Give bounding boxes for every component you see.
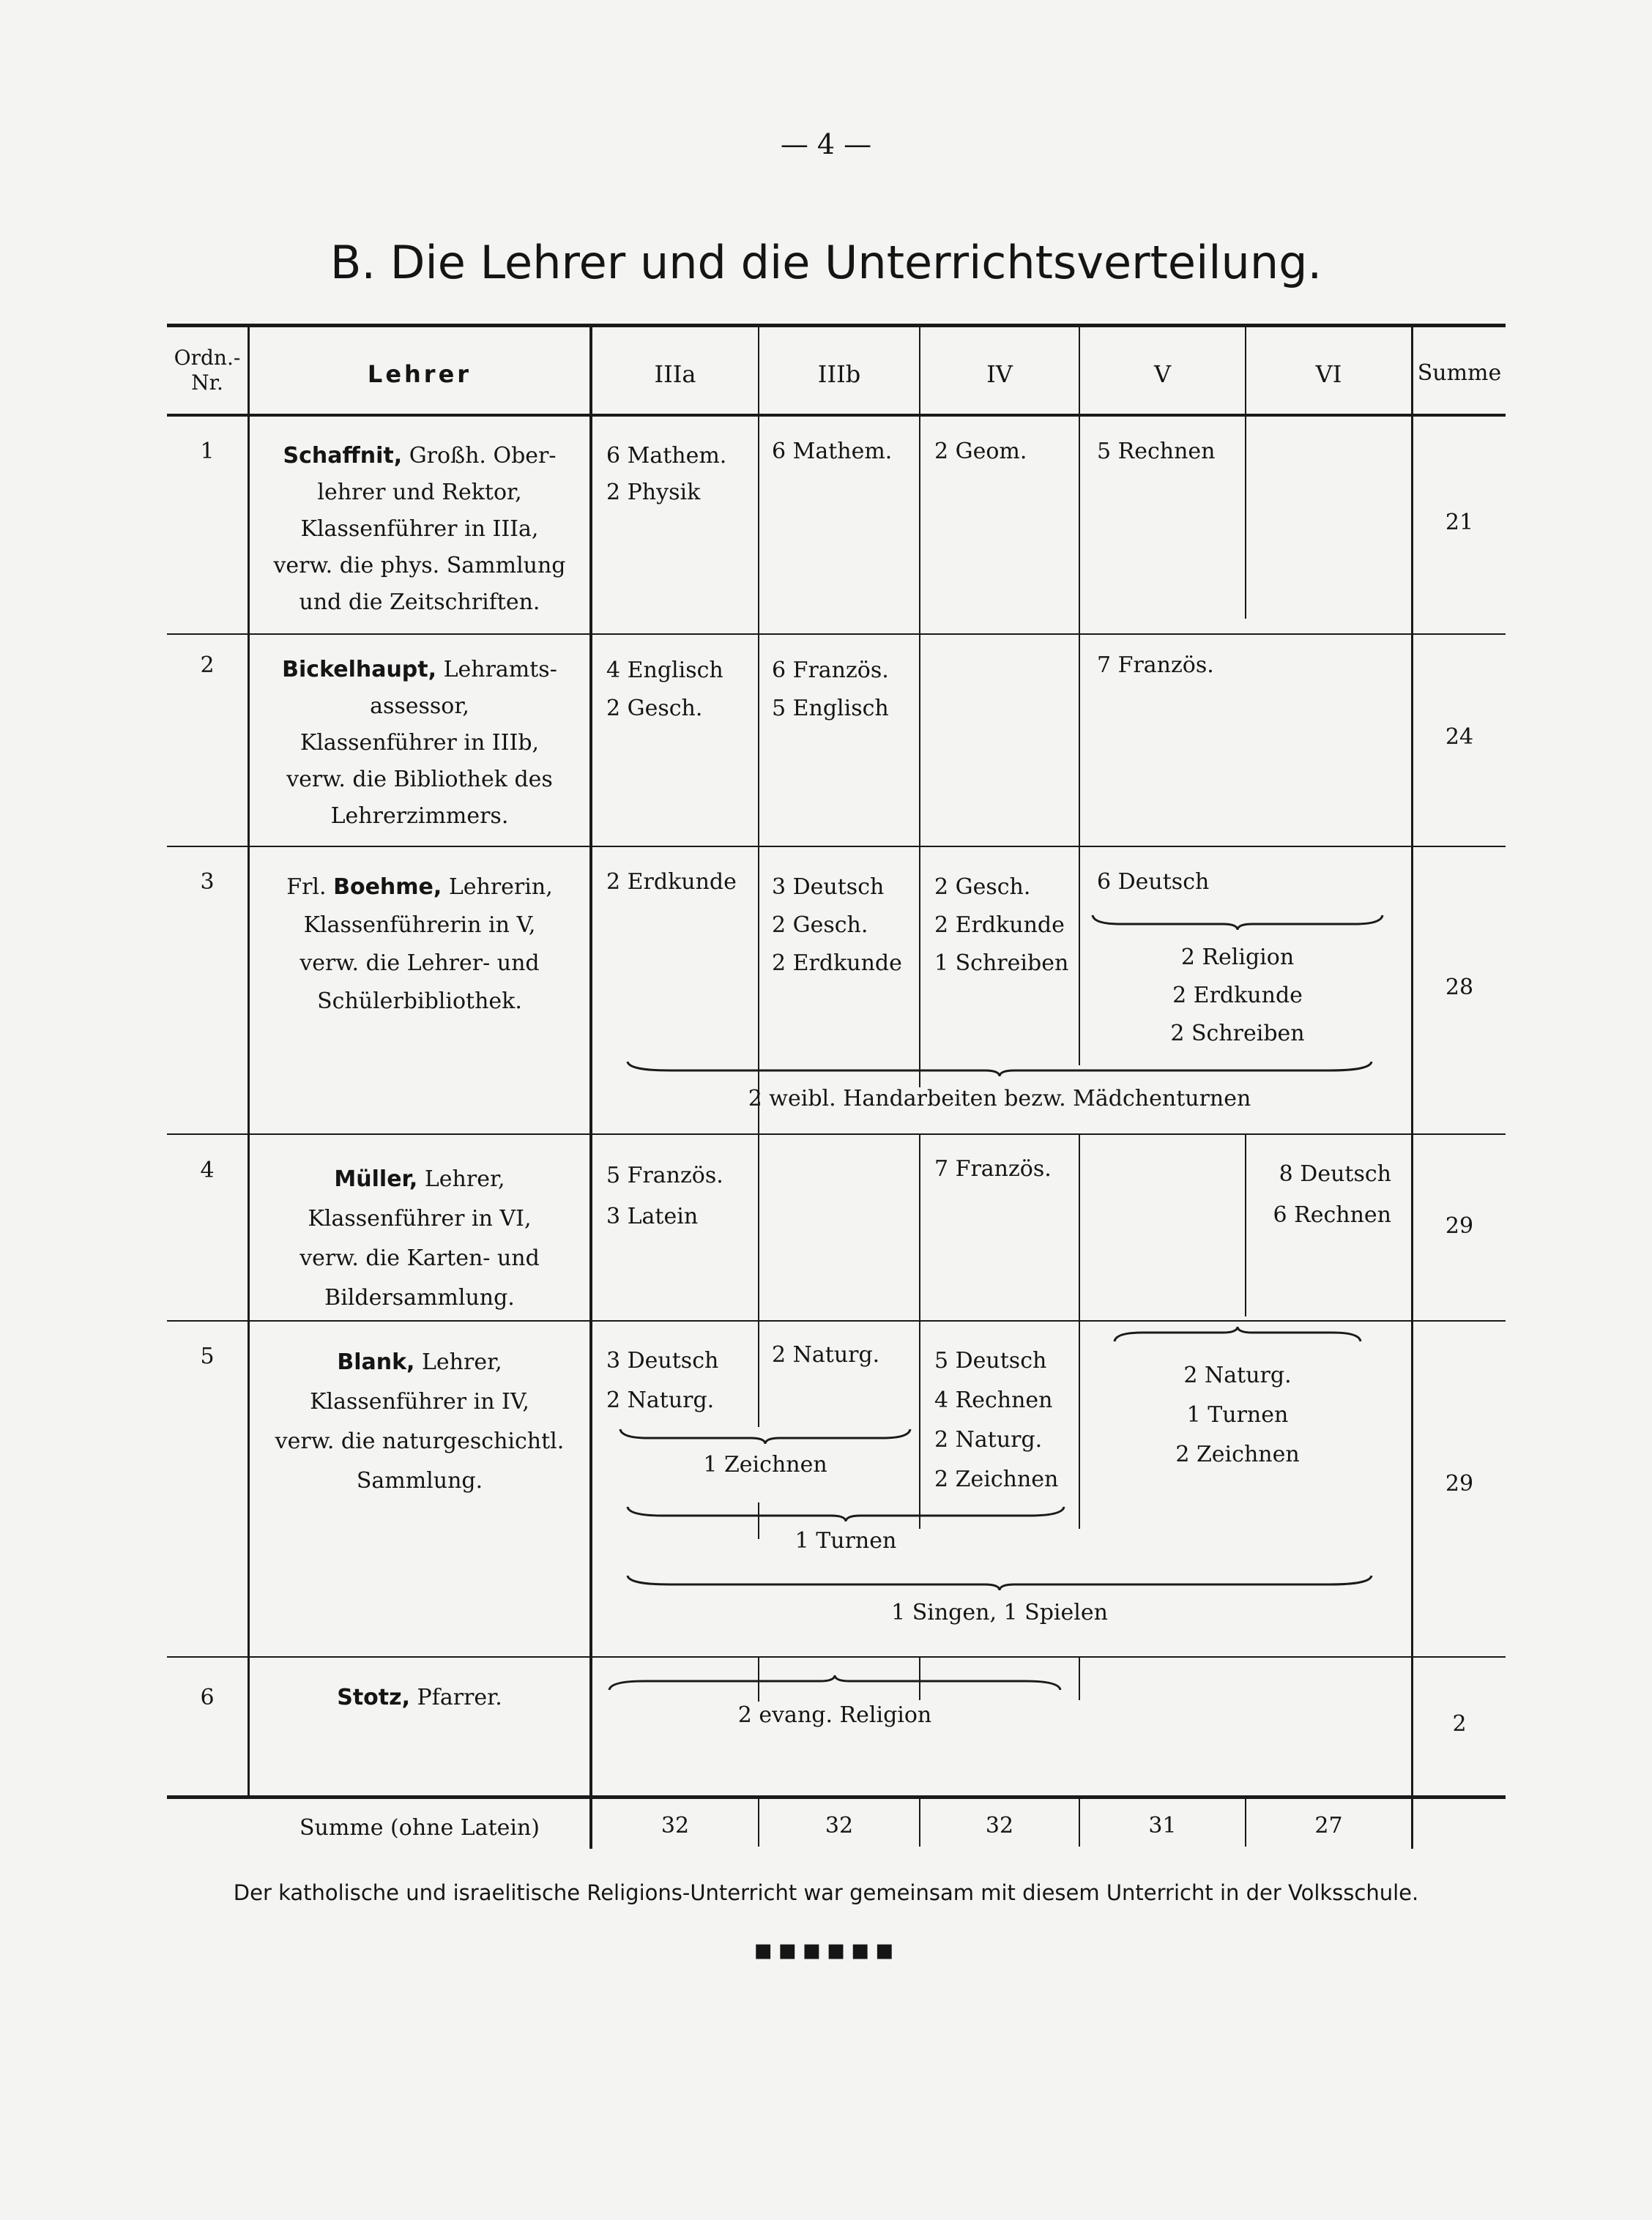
teacher-desc-line: und die Zeitschriften. <box>299 589 540 615</box>
cell-summe: 2 <box>1452 1711 1467 1737</box>
teacher-title: Pfarrer. <box>417 1685 502 1710</box>
teacher-cell <box>250 438 589 621</box>
lesson: 4 Englisch <box>606 658 723 683</box>
cell-IIIa <box>606 652 723 728</box>
lesson: 2 Erdkunde <box>934 912 1065 938</box>
lesson: 3 Deutsch <box>772 874 885 900</box>
cell-IV <box>934 1341 1058 1500</box>
lesson: 2 Physik <box>606 480 701 505</box>
col-header-ordn <box>167 346 248 395</box>
lesson: 2 Gesch. <box>606 696 703 721</box>
cell-shared: 2 evang. Religion <box>737 1702 932 1728</box>
teacher-name: Blank, <box>337 1349 415 1375</box>
teacher-desc-line: Bildersammlung. <box>324 1285 515 1311</box>
teacher-header <box>250 1343 589 1382</box>
teacher-header <box>250 1160 589 1199</box>
row-divider <box>167 1320 1506 1322</box>
teacher-name: Stotz, <box>337 1685 410 1710</box>
cell-summe: 28 <box>1445 975 1474 1000</box>
cell-V-VI <box>1091 939 1384 1053</box>
cell-IV: 7 Französ. <box>934 1156 1052 1182</box>
row-divider <box>167 1133 1506 1135</box>
col-rule-VI <box>1411 326 1413 1849</box>
col-header-lehrer: Lehrer <box>367 360 472 388</box>
col-header-summe: Summe <box>1417 360 1502 386</box>
teacher-desc-line: Lehrerzimmers. <box>330 803 509 829</box>
teacher-desc-line: Sammlung. <box>356 1468 483 1494</box>
lesson: 2 Religion <box>1180 945 1295 970</box>
cell-summe: 29 <box>1445 1471 1474 1497</box>
col-rule-IV-c <box>1079 1656 1080 1700</box>
teacher-desc-line: Klassenführer in VI, <box>308 1206 532 1232</box>
col-rule-IIIa <box>758 326 759 1427</box>
lesson: 2 Naturg. <box>606 1388 715 1413</box>
lesson: 3 Latein <box>606 1204 699 1229</box>
cell-VI <box>1260 1154 1391 1236</box>
teacher-cell <box>250 1343 589 1501</box>
teacher-header <box>250 438 589 474</box>
teacher-desc-line: verw. die Karten- und <box>299 1245 540 1271</box>
col-rule-IIIb <box>919 326 920 1087</box>
table-top-rule <box>167 324 1506 327</box>
page-number: — 4 — <box>780 128 872 160</box>
page-title: B. Die Lehrer und die Unterrichtsverteilung. <box>330 236 1322 289</box>
cell-shared: 2 weibl. Handarbeiten bezw. Mädchenturnen <box>748 1086 1251 1111</box>
col-header-IIIa: IIIa <box>654 360 696 388</box>
teacher-desc-line: verw. die Lehrer- und <box>299 950 540 976</box>
cell-IIIb <box>772 652 889 728</box>
cell-IIIa: 2 Erdkunde <box>606 869 737 895</box>
lesson: 2 Naturg. <box>1183 1363 1292 1388</box>
row-number: 3 <box>200 869 215 895</box>
teacher-desc-line: verw. die Bibliothek des <box>286 767 553 792</box>
footnote: Der katholische und israelitische Religions-Unterricht war gemeinsam mit diesem Unterricht in der Volksschule. <box>233 1880 1419 1905</box>
lesson: 5 Deutsch <box>934 1348 1047 1374</box>
teacher-title: Lehrer, <box>424 1166 505 1192</box>
teacher-desc-line: Klassenführer in IV, <box>310 1389 529 1415</box>
header-bottom-rule <box>167 414 1506 417</box>
cell-IIIa <box>606 1341 718 1420</box>
teacher-header <box>250 868 589 906</box>
lesson: 8 Deutsch <box>1279 1161 1391 1187</box>
total-IIIb: 32 <box>825 1813 854 1839</box>
cell-IV: 2 Geom. <box>934 439 1027 464</box>
cell-summe: 29 <box>1445 1213 1474 1239</box>
teacher-desc-line: lehrer und Rektor, <box>317 480 522 505</box>
lesson: 1 Schreiben <box>934 950 1069 976</box>
cell-IIIa-IV: 1 Turnen <box>795 1528 897 1554</box>
cell-IIIa-IIIb: 1 Zeichnen <box>703 1452 827 1478</box>
lesson: 6 Rechnen <box>1273 1202 1391 1228</box>
row-number: 4 <box>200 1158 215 1183</box>
cell-IIIb: 6 Mathem. <box>772 439 893 464</box>
col-header-ordn-2: Nr. <box>191 370 223 395</box>
col-rule-lehrer <box>589 326 592 1849</box>
totals-label: Summe (ohne Latein) <box>299 1815 540 1841</box>
ornament: ▪▪▪▪▪▪ <box>753 1933 899 1967</box>
brace-IIIa-IV <box>626 1505 1065 1521</box>
cell-IV <box>934 868 1068 983</box>
lesson: 2 Zeichnen <box>934 1467 1059 1492</box>
col-rule-IV <box>1079 326 1080 1065</box>
lesson: 3 Deutsch <box>606 1348 719 1374</box>
cell-V: 7 Französ. <box>1097 652 1214 678</box>
teacher-desc-line: Schülerbibliothek. <box>317 988 522 1014</box>
teacher-desc-line: assessor, <box>370 693 469 719</box>
row-divider <box>167 846 1506 847</box>
lesson: 6 Mathem. <box>606 443 727 469</box>
row-number: 5 <box>200 1344 215 1369</box>
lesson: 5 Englisch <box>772 696 889 721</box>
lesson: 2 Erdkunde <box>1172 983 1303 1008</box>
lesson: 4 Rechnen <box>934 1388 1053 1413</box>
cell-V-VI <box>1113 1356 1362 1475</box>
cell-V: 5 Rechnen <box>1097 439 1216 464</box>
teacher-cell <box>250 868 589 1021</box>
cell-IIIa <box>606 438 726 511</box>
cell-summe: 24 <box>1445 724 1474 750</box>
col-rule-IIIb-b <box>919 1133 920 1529</box>
teacher-desc-line: verw. die phys. Sammlung <box>273 553 566 578</box>
cell-IIIb <box>772 868 902 983</box>
teacher-desc-line: verw. die naturgeschichtl. <box>275 1429 565 1454</box>
teacher-desc-line: Klassenführerin in V, <box>303 912 536 938</box>
total-IV: 32 <box>985 1813 1014 1839</box>
lesson: 1 Turnen <box>1186 1402 1289 1428</box>
teacher-title: Lehrerin, <box>448 874 553 900</box>
brace-IIIa-VI <box>626 1060 1373 1076</box>
lesson: 2 Gesch. <box>934 874 1031 900</box>
col-header-V: V <box>1153 360 1172 388</box>
lesson: 5 Französ. <box>606 1163 723 1188</box>
row-divider <box>167 633 1506 635</box>
brace-IIIa-IIIb <box>619 1428 912 1444</box>
row-divider <box>167 1656 1506 1658</box>
row-number: 6 <box>200 1685 215 1710</box>
lesson: 2 Erdkunde <box>772 950 902 976</box>
cell-summe: 21 <box>1445 510 1474 535</box>
teacher-title: Großh. Ober- <box>409 443 557 469</box>
col-header-IIIb: IIIb <box>817 360 861 388</box>
total-VI: 27 <box>1314 1813 1343 1839</box>
teacher-name: Boehme, <box>333 874 442 900</box>
lesson: 2 Gesch. <box>772 912 868 938</box>
brace-IIIa-V <box>608 1675 1062 1691</box>
col-header-ordn-1: Ordn.- <box>174 346 241 370</box>
row-number: 2 <box>200 652 215 678</box>
col-header-VI: VI <box>1315 360 1342 388</box>
lesson: 2 Naturg. <box>934 1427 1043 1453</box>
cell-IIIa-VI: 1 Singen, 1 Spielen <box>891 1600 1108 1625</box>
brace-V-VI <box>1113 1327 1362 1343</box>
brace-V-VI <box>1091 914 1384 930</box>
teacher-cell <box>250 652 589 835</box>
teacher-desc-line: Klassenführer in IIIb, <box>299 730 540 756</box>
total-IIIa: 32 <box>661 1813 690 1839</box>
teacher-prefix: Frl. <box>286 874 327 900</box>
cell-IIIb: 2 Naturg. <box>772 1342 880 1368</box>
teacher-header <box>250 652 589 688</box>
row-number: 1 <box>200 439 215 464</box>
col-header-IV: IV <box>986 360 1013 388</box>
brace-IIIa-VI <box>626 1574 1373 1590</box>
teacher-cell <box>250 1160 589 1318</box>
teacher-desc-line: Klassenführer in IIIa, <box>300 516 539 542</box>
cell-V: 6 Deutsch <box>1097 869 1210 895</box>
teacher-title: Lehrer, <box>421 1349 502 1375</box>
col-rule-IV-b <box>1079 1133 1080 1529</box>
col-rule-V-b <box>1245 1133 1246 1316</box>
lesson: 2 Schreiben <box>1170 1021 1305 1046</box>
teacher-name: Müller, <box>334 1166 418 1192</box>
teacher-name: Schaffnit, <box>283 443 403 469</box>
lesson: 6 Französ. <box>772 658 889 683</box>
cell-IIIa <box>606 1155 723 1237</box>
teacher-cell <box>250 1684 589 1712</box>
teacher-name: Bickelhaupt, <box>282 657 437 682</box>
table-bottom-rule <box>167 1795 1506 1799</box>
total-V: 31 <box>1148 1813 1177 1839</box>
teacher-title: Lehramts- <box>443 657 557 682</box>
lesson: 2 Zeichnen <box>1175 1442 1300 1467</box>
